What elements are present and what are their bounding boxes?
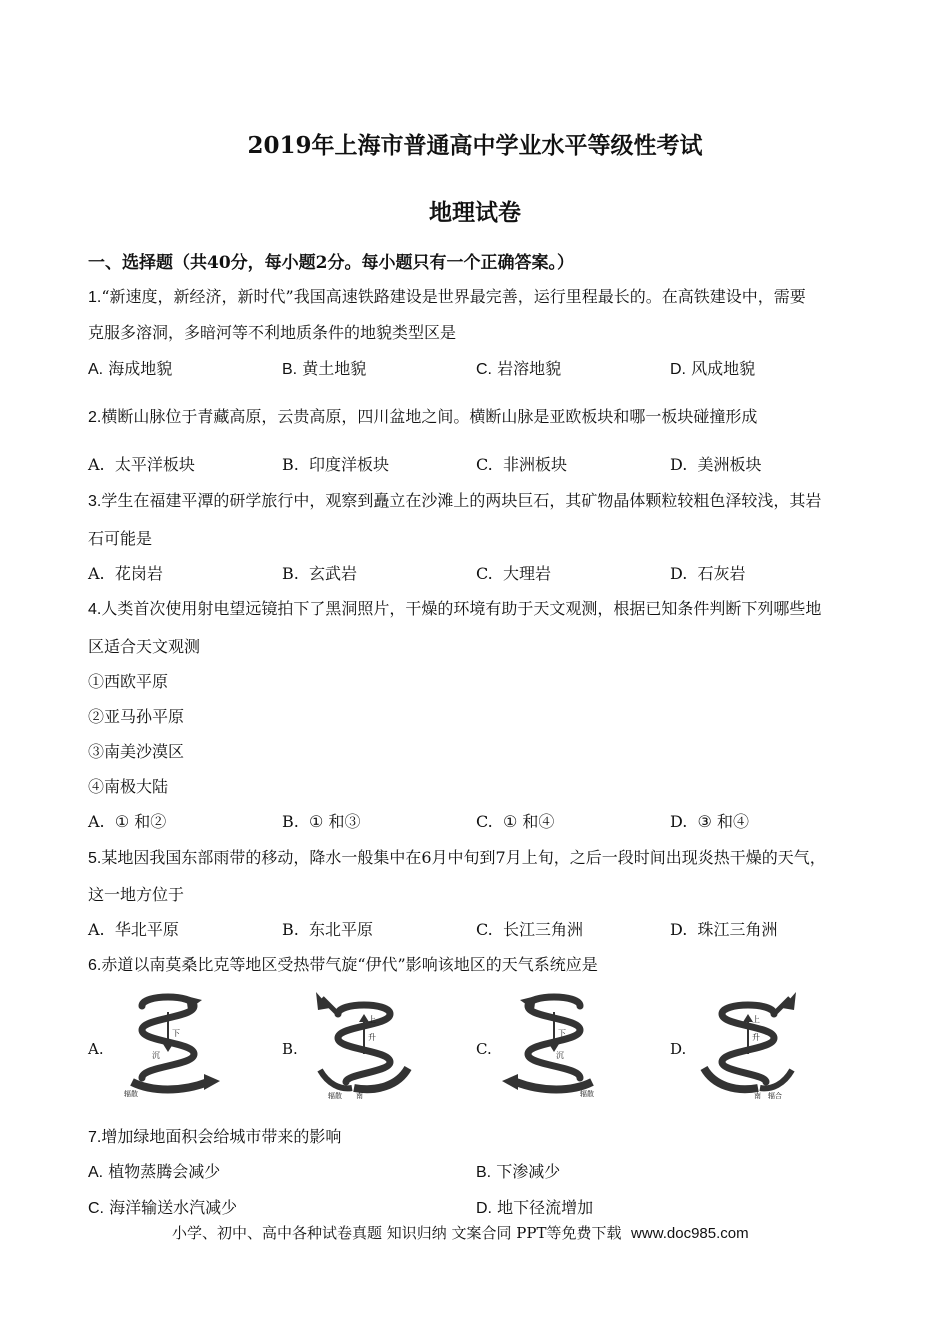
question-1-number: 1. (88, 289, 102, 306)
question-4-option-a[interactable]: A. ① 和② (88, 812, 167, 831)
question-5-option-a[interactable]: A. 华北平原 (88, 920, 179, 939)
figure-d-base-label: 辐合 (768, 1092, 782, 1100)
figure-c-base-label: 辐散 (580, 1090, 594, 1098)
question-5-number: 5. (88, 850, 102, 867)
question-3-number: 3. (88, 493, 102, 510)
question-7-option-d[interactable]: D. 地下径流增加 (476, 1198, 594, 1217)
figure-a-sub-label: 沉 (152, 1051, 160, 1060)
question-5-line-2: 这一地方位于 (88, 885, 185, 904)
figure-c-arrow-label: 下 (558, 1029, 566, 1038)
question-5-line-1 (88, 845, 826, 868)
footer-text: 小学、初中、高中各种试卷真题 知识归纳 文案合同 PPT等免费下载 (172, 1224, 622, 1242)
question-2-option-a[interactable]: A. 太平洋板块 (88, 455, 195, 474)
section-heading: 一、选择题（共40分，每小题2分。每小题只有一个正确答案。） (88, 253, 574, 273)
question-3-line-2: 石可能是 (88, 529, 153, 548)
figure-d-extra-label: 南 (754, 1092, 761, 1100)
question-2-option-d[interactable]: D. 美洲板块 (670, 455, 762, 474)
figure-a-cyclone-diagram (112, 988, 222, 1100)
question-4-item-4: ④南极大陆 (88, 777, 169, 796)
figure-c-letter[interactable]: C. (476, 1040, 492, 1058)
question-4-item-2: ②亚马孙平原 (88, 707, 185, 726)
question-3-option-d[interactable]: D. 石灰岩 (670, 564, 746, 583)
figure-d-cyclone-diagram (694, 988, 806, 1100)
question-2-number: 2. (88, 409, 102, 426)
question-4-item-1: ①西欧平原 (88, 672, 169, 691)
question-7-option-a[interactable]: A. 植物蒸腾会减少 (88, 1162, 221, 1181)
question-4-line-2: 区适合天文观测 (88, 637, 201, 656)
question-5-text: 某地因我国东部雨带的移动，降水一般集中在6月中旬到7月上旬，之后一段时间出现炎热干燥的天气， (101, 848, 826, 867)
question-7-option-b[interactable]: B. 下渗减少 (476, 1162, 561, 1181)
question-4-option-b[interactable]: B. ① 和③ (282, 812, 361, 831)
question-3-option-b[interactable]: B. 玄武岩 (282, 564, 358, 583)
question-2-option-b[interactable]: B. 印度洋板块 (282, 455, 390, 474)
question-5-option-c[interactable]: C. 长江三角洲 (476, 920, 583, 939)
question-4-option-d[interactable]: D. ③ 和④ (670, 812, 749, 831)
figure-a-arrow-label: 下 (172, 1029, 180, 1038)
question-1-option-c[interactable]: C. 岩溶地貌 (476, 359, 562, 378)
question-1-line-1 (88, 284, 806, 307)
figure-b-arrow-label: 上 (368, 1015, 376, 1024)
question-7-number: 7. (88, 1129, 102, 1146)
question-4-text: 人类首次使用射电望远镜拍下了黑洞照片，干燥的环境有助于天文观测，根据已知条件判断下列哪些地 (101, 599, 822, 618)
question-3-line-1 (88, 488, 821, 511)
figure-b-letter[interactable]: B. (282, 1040, 298, 1058)
question-4-number: 4. (88, 601, 102, 618)
question-6-line-1 (88, 952, 598, 975)
figure-d-sub-label: 升 (752, 1033, 760, 1042)
question-7-text: 增加绿地面积会给城市带来的影响 (101, 1127, 342, 1146)
figure-c-cyclone-diagram (500, 988, 610, 1100)
question-1-option-d[interactable]: D. 风成地貌 (670, 359, 756, 378)
question-1-option-b[interactable]: B. 黄土地貌 (282, 359, 367, 378)
figure-b-base-label: 辐散 (328, 1092, 342, 1100)
question-2-option-c[interactable]: C. 非洲板块 (476, 455, 567, 474)
question-4-option-c[interactable]: C. ① 和④ (476, 812, 555, 831)
figure-a-letter[interactable]: A. (88, 1040, 104, 1058)
question-1-text: “新速度，新经济，新时代”我国高速铁路建设是世界最完善，运行里程最长的。在高铁建设中，需要 (101, 287, 806, 306)
figure-b-sub-label: 升 (368, 1033, 376, 1042)
figure-a-base-label: 辐散 (124, 1090, 138, 1098)
footer-url[interactable]: www.doc985.com (631, 1225, 749, 1242)
question-6-number: 6. (88, 957, 102, 974)
question-7-line-1 (88, 1124, 341, 1147)
figure-d-arrow-label: 上 (752, 1015, 760, 1024)
question-3-option-c[interactable]: C. 大理岩 (476, 564, 551, 583)
question-5-option-b[interactable]: B. 东北平原 (282, 920, 374, 939)
page-title: 2019年上海市普通高中学业水平等级性考试 (247, 132, 703, 159)
page-subtitle: 地理试卷 (429, 199, 521, 226)
question-3-text: 学生在福建平潭的研学旅行中，观察到矗立在沙滩上的两块巨石，其矿物晶体颗粒较粗色泽较浅，其岩 (101, 491, 822, 510)
question-1-option-a[interactable]: A. 海成地貌 (88, 359, 173, 378)
question-4-item-3: ③南美沙漠区 (88, 742, 185, 761)
footer (172, 1222, 749, 1243)
question-2-text: 横断山脉位于青藏高原，云贵高原，四川盆地之间。横断山脉是亚欧板块和哪一板块碰撞形成 (101, 407, 758, 426)
figure-b-extra-label: 南 (356, 1092, 363, 1100)
figure-b-cyclone-diagram (306, 988, 418, 1100)
question-3-option-a[interactable]: A. 花岗岩 (88, 564, 163, 583)
question-4-line-1 (88, 596, 821, 619)
figure-c-sub-label: 沉 (556, 1051, 564, 1060)
figure-d-letter[interactable]: D. (670, 1040, 687, 1058)
question-7-option-c[interactable]: C. 海洋输送水汽减少 (88, 1198, 238, 1217)
question-1-line-2: 克服多溶洞，多暗河等不利地质条件的地貌类型区是 (88, 323, 457, 342)
question-2-line-1 (88, 404, 757, 427)
question-6-text: 赤道以南莫桑比克等地区受热带气旋“伊代”影响该地区的天气系统应是 (101, 955, 598, 974)
question-5-option-d[interactable]: D. 珠江三角洲 (670, 920, 778, 939)
